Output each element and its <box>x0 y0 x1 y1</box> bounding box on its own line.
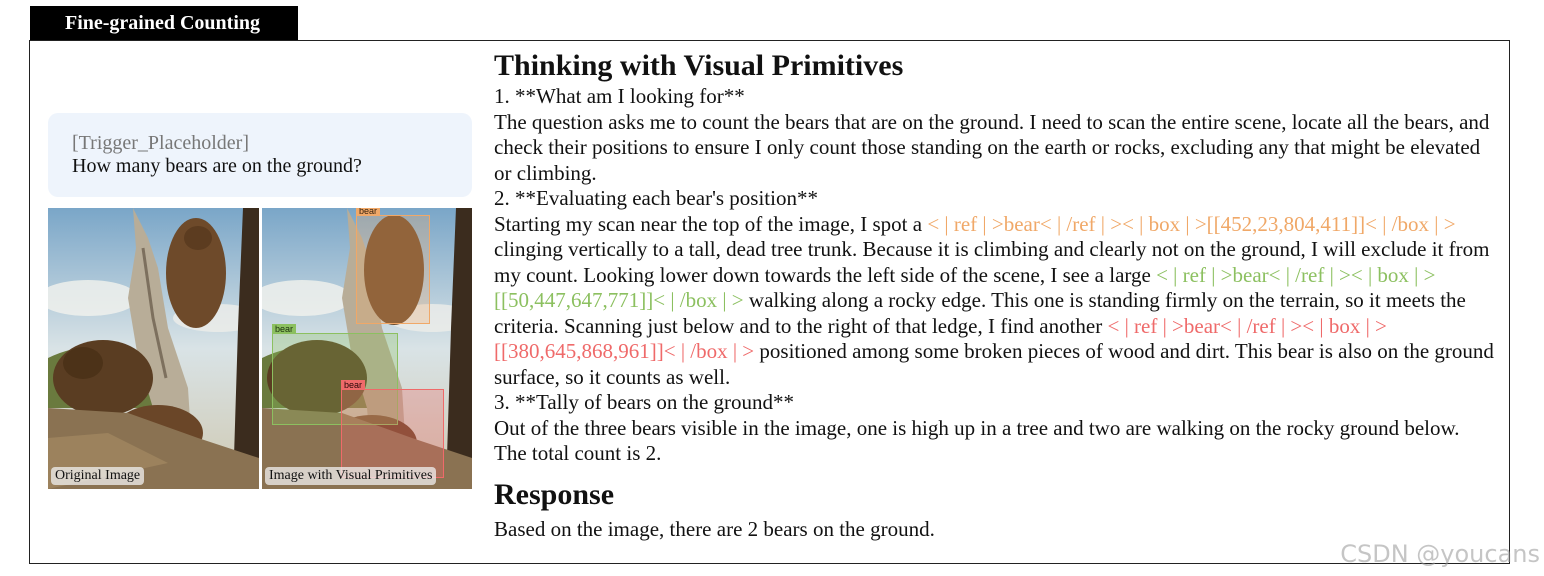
watermark: CSDN @youcans <box>1340 540 1540 568</box>
step2-heading: 2. **Evaluating each bear's position** <box>494 186 818 210</box>
ref-tag-bear-tree: < | ref | >bear< | /ref | >< | box | >[[452,23,804,411]]< | /box | > <box>927 211 1456 236</box>
question-text: How many bears are on the ground? <box>72 155 362 177</box>
step3-text: Out of the three bears visible in the image, one is high up in a tree and two are walking on the rocky ground below. The total count is 2. <box>494 415 1460 465</box>
bbox-bear-ground <box>341 380 444 478</box>
response-title: Response <box>494 477 615 511</box>
bbox-label: bear <box>341 380 365 390</box>
original-image <box>48 208 259 489</box>
step2-text-part: positioned among some broken pieces of wood and dirt. This bear is also on the ground surface, so it counts as well. <box>494 339 1494 389</box>
bbox-label: bear <box>272 324 296 334</box>
step2-text <box>494 212 1494 391</box>
section-tab <box>30 6 298 41</box>
step1-text: The question asks me to count the bears that are on the ground. I need to scan the entire scene, locate all the bears, and check their positions to ensure I only count those standing on the earth or rocks, excluding any that might be elevated or climbing. <box>494 109 1490 185</box>
ref-tag-bear-ground: < | ref | >bear< | /ref | >< | box | >[[380,645,868,961]]< | /box | > <box>494 313 1387 363</box>
original-image-caption: Original Image <box>51 467 144 485</box>
step3-heading: 3. **Tally of bears on the ground** <box>494 390 795 414</box>
step1-heading: 1. **What am I looking for** <box>494 84 745 108</box>
bear-scene-illustration <box>48 208 259 489</box>
primitives-image <box>262 208 472 489</box>
step2-text-part: Starting my scan near the top of the image, I spot a <box>494 211 928 236</box>
section-tab-title: Fine-grained Counting <box>65 12 261 34</box>
prompt-bubble <box>48 113 472 197</box>
ref-tag-bear-ledge: < | ref | >bear< | /ref | >< | box | >[[50,447,647,771]]< | /box | > <box>494 262 1436 312</box>
step2-text-part: clinging vertically to a tall, dead tree trunk. Because it is climbing and clearly not on the ground, I will exclude it from my count. Looking lower down towards the left side of the scene, I see a large <box>494 237 1490 287</box>
thinking-title: Thinking with Visual Primitives <box>494 49 904 82</box>
step2-text-part: walking along a rocky edge. This one is standing firmly on the terrain, so it meets the criteria. Scanning just below and to the right of that ledge, I find another <box>494 288 1466 338</box>
primitives-image-caption: Image with Visual Primitives <box>265 467 436 485</box>
bbox-bear-tree <box>356 208 430 324</box>
response-text: Based on the image, there are 2 bears on the ground. <box>494 516 935 541</box>
trigger-placeholder: [Trigger_Placeholder] <box>72 132 249 154</box>
bbox-label: bear <box>356 208 380 216</box>
reasoning-panel <box>494 48 1494 542</box>
